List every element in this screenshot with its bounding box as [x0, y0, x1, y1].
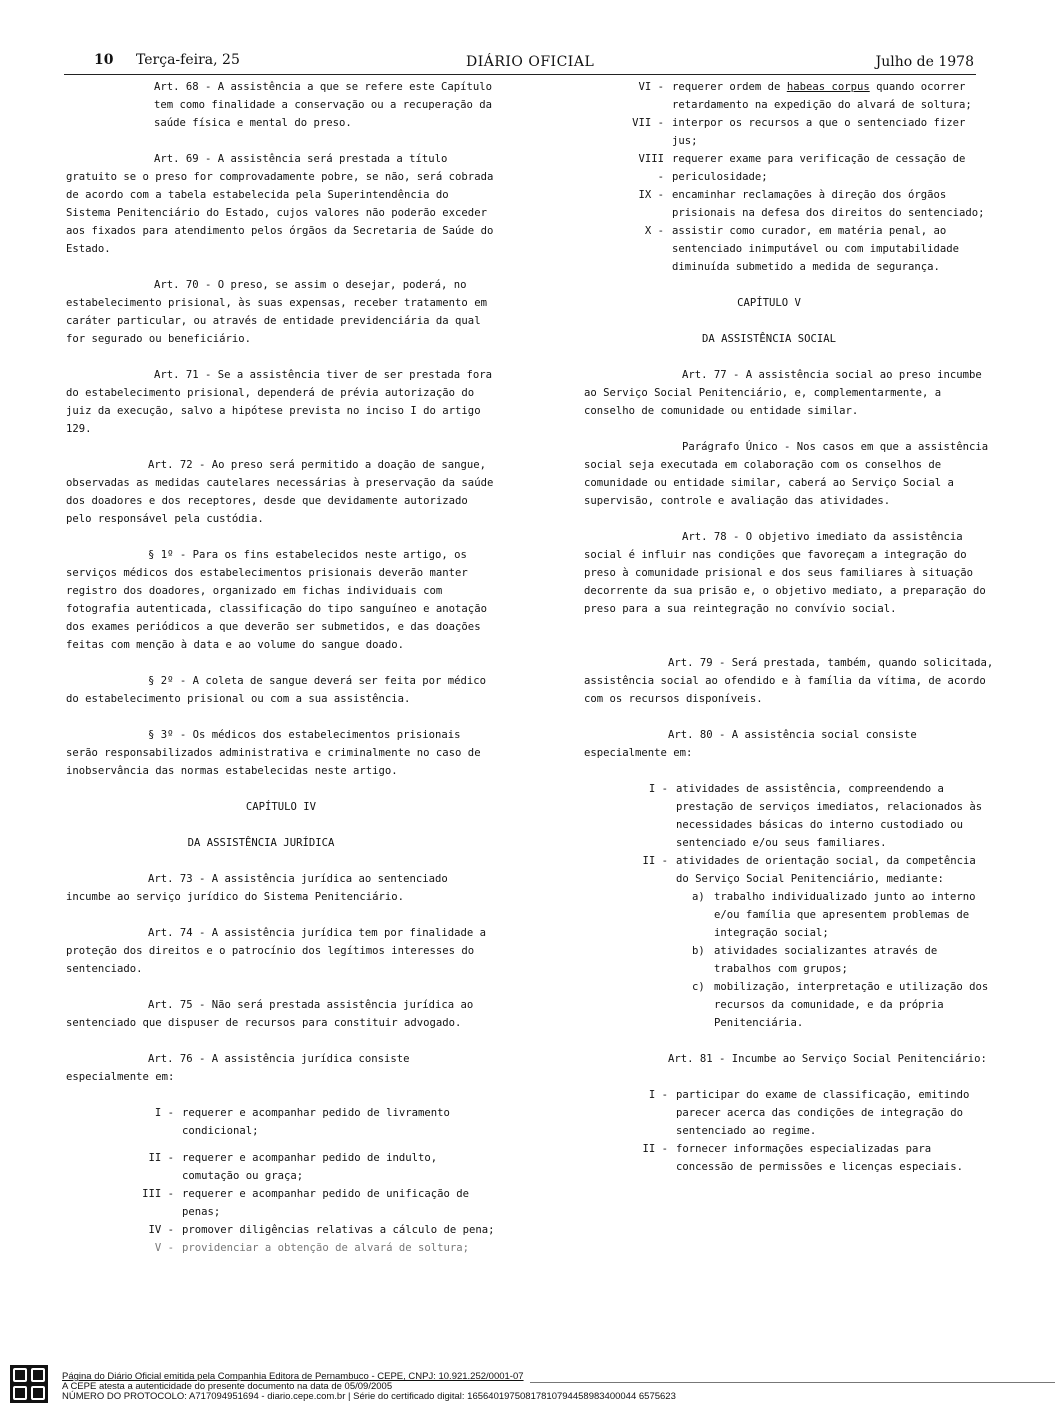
item-number: II - — [642, 1143, 668, 1155]
art-81: Art. 81 - Incumbe ao Serviço Social Penitenciário: — [668, 1053, 987, 1065]
art-80-subitems — [584, 888, 994, 1032]
art-76-items — [66, 1104, 496, 1257]
art-78: Art. 78 - O objetivo imediato da assistência social é influir nas condições que favoreçam a integração do preso à comunidade prisional e dos seus familiares à situação decorrente da sua prisão e, o objetivo mediato, a preparação do preso para a sua reintegração no convívio social. — [584, 531, 993, 615]
item-text: participar do exame de classificação, emitindo parecer acerca das condições de integração do sentenciado ao regime. — [676, 1089, 970, 1137]
paragraph-3: § 3º - Os médicos dos estabelecimentos prisionais serão responsabilizados administrativa e criminalmente no caso de inobservância das normas estabelecidas neste artigo. — [66, 729, 487, 777]
item-number: X - — [644, 225, 664, 237]
sub-item — [584, 888, 994, 942]
item-number: I - — [648, 783, 668, 795]
page-footer — [0, 1362, 1063, 1405]
item-text: requerer exame para verificação de cessação de periculosidade; — [672, 153, 966, 183]
item-text — [672, 78, 994, 114]
publication-title: DIÁRIO OFICIAL — [466, 54, 595, 70]
left-column — [66, 78, 500, 1257]
sub-item-text: mobilização, interpretação e utilização dos recursos da comunidade, e da própria Penitenciária. — [714, 981, 989, 1029]
footer-text — [62, 1372, 676, 1402]
item-text: promover diligências relativas a cálculo de pena; — [182, 1224, 495, 1236]
list-item — [136, 1185, 496, 1221]
item-text: assistir como curador, em matéria penal, ao sentenciado inimputável ou com imputabilidade diminuída submetido a medida de segurança. — [672, 225, 960, 273]
item-text-underlined: habeas corpus — [786, 81, 870, 93]
sub-item — [584, 978, 994, 1032]
publication-day: Terça-feira, 25 — [136, 52, 240, 68]
art-72: Art. 72 - Ao preso será permitido a doação de sangue, observadas as medidas cautelares necessárias à preservação da saúde dos doadores e dos receptores, desde que devidamente autorizado pelo responsável pela custódia. — [66, 459, 500, 525]
item-number: IX - — [638, 189, 664, 201]
publication-date: Julho de 1978 — [875, 54, 974, 70]
item-text: requerer e acompanhar pedido de unificação de penas; — [182, 1188, 470, 1218]
page-number: 10 — [94, 52, 114, 68]
art-71: Art. 71 - Se a assistência tiver de ser prestada fora do estabelecimento prisional, dependerá de prévia autorização do juiz da execução, salvo a hipótese prevista no inciso I do artigo 129. — [66, 369, 499, 435]
art-80-items — [630, 780, 994, 888]
paragrafo-unico: Parágrafo Único - Nos casos em que a assistência social seja executada em colaboração com os conselhos de comunidade ou entidade similar, caberá ao Serviço Social a supervisão, controle e avaliação das atividades. — [584, 441, 995, 507]
item-number: VIII - — [638, 153, 664, 183]
sub-item-text: atividades socializantes através de trabalhos com grupos; — [714, 945, 938, 975]
footer-line-3: NÚMERO DO PROTOCOLO: A717094951694 - diario.cepe.com.br | Série do certificado digital: 16564019750817810794458983400044 6575623 — [62, 1391, 676, 1402]
list-item — [626, 222, 994, 276]
footer-divider — [530, 1382, 1055, 1383]
item-text: requerer e acompanhar pedido de indulto, comutação ou graça; — [182, 1152, 438, 1182]
art-74: Art. 74 - A assistência jurídica tem por finalidade a proteção dos direitos e o patrocínio dos legítimos interesses do sentenciado. — [66, 927, 493, 975]
paragraph-2: § 2º - A coleta de sangue deverá ser feita por médico do estabelecimento prisional ou com a sua assistência. — [66, 675, 493, 705]
art-69: Art. 69 - A assistência será prestada a título gratuito se o preso for comprovadamente pobre, se não, será cobrada de acordo com a tabela estabelecida pela Superintendência do Sistema Penitenciário do Estado, cujos valores não poderão exceder aos fixados para atendimento pelos órgãos da Secretaria de Saúde do Estado. — [66, 153, 500, 255]
art-77: Art. 77 - A assistência social ao preso incumbe ao Serviço Social Penitenciário, e, complementarmente, a conselho de comunidade ou entidade similar. — [584, 369, 989, 417]
sub-item-letter: c) — [692, 981, 705, 993]
art-70: Art. 70 - O preso, se assim o desejar, poderá, no estabelecimento prisional, às suas expensas, receber tratamento em caráter particular, ou através de entidade previdenciária da qual for segurado ou beneficiário. — [66, 279, 494, 345]
sub-item — [584, 942, 994, 978]
chapter-v-title: DA ASSISTÊNCIA SOCIAL — [702, 333, 836, 345]
art-68: Art. 68 - A assistência a que se refere este Capítulo tem como finalidade a conservação ou a recuperação da saúde física e mental do preso. — [154, 81, 499, 129]
cepe-logo-icon — [10, 1365, 48, 1403]
item-text-part: requerer ordem de — [672, 81, 787, 93]
footer-line-2: A CEPE atesta a autenticidade do presente documento na data de 05/09/2005 — [62, 1381, 393, 1392]
item-number: IV - — [148, 1224, 174, 1236]
item-text: requerer e acompanhar pedido de livramento condicional; — [182, 1107, 450, 1137]
art-75: Art. 75 - Não será prestada assistência jurídica ao sentenciado que dispuser de recursos para constituir advogado. — [66, 999, 480, 1029]
list-item — [136, 1221, 496, 1239]
list-item — [626, 78, 994, 114]
chapter-v: CAPÍTULO V — [737, 297, 801, 309]
item-text: encaminhar reclamações à direção dos órgãos prisionais na defesa dos direitos do sentenciado; — [672, 189, 985, 219]
item-text: fornecer informações especializadas para concessão de permissões e licenças especiais. — [676, 1143, 964, 1173]
list-item — [626, 186, 994, 222]
chapter-iv-title: DA ASSISTÊNCIA JURÍDICA — [187, 837, 335, 849]
sub-item-letter: b) — [692, 945, 705, 957]
item-number: V - — [154, 1242, 174, 1254]
art-80: Art. 80 - A assistência social consiste especialmente em: — [584, 729, 924, 759]
list-item — [626, 114, 994, 150]
page-header — [64, 52, 976, 74]
item-text: providenciar a obtenção de alvará de soltura; — [182, 1242, 470, 1254]
item-text: interpor os recursos a que o sentenciado fizer jus; — [672, 117, 966, 147]
list-item — [136, 1239, 496, 1257]
list-item — [630, 1140, 994, 1176]
list-item — [626, 150, 994, 186]
item-text-part: quando ocorrer retardamento na expedição do alvará de soltura; — [672, 81, 972, 111]
list-item — [630, 1086, 994, 1140]
chapter-iv: CAPÍTULO IV — [245, 801, 317, 813]
header-rule — [64, 74, 976, 75]
item-number: III - — [142, 1188, 174, 1200]
item-number: I - — [648, 1089, 668, 1101]
item-text: atividades de assistência, compreendendo a prestação de serviços imediatos, relacionados às necessidades básicas do interno custodiado ou sentenciado e/ou seus familiares. — [676, 783, 983, 849]
right-column — [584, 78, 1000, 1176]
sub-item-letter: a) — [692, 891, 705, 903]
art-79: Art. 79 - Será prestada, também, quando solicitada, assistência social ao ofendido e à família da vítima, de acordo com os recursos disponíveis. — [584, 657, 1000, 705]
list-item — [630, 852, 994, 888]
footer-line-1[interactable]: Página do Diário Oficial emitida pela Companhia Editora de Pernambuco - CEPE, CNPJ: 10.921.252/0001-07 — [62, 1371, 524, 1382]
paragraph-1: § 1º - Para os fins estabelecidos neste artigo, os serviços médicos dos estabelecimentos prisionais deverão manter registro dos doadores, organizado em fichas individuais com fotografia autenticada, classificação do tipo sanguíneo e anotação dos exames periódicos a que deverão ser submetidos, e das doações feitas com menção à data e ao volume do sangue doado. — [66, 549, 494, 651]
item-number: II - — [148, 1152, 174, 1164]
list-item — [136, 1149, 496, 1185]
item-number: VI - — [638, 81, 664, 93]
item-number: VII - — [632, 117, 664, 129]
list-item — [136, 1104, 496, 1140]
sub-item-text: trabalho individualizado junto ao interno e/ou família que apresentem problemas de integração social; — [714, 891, 976, 939]
art-81-items — [630, 1086, 994, 1176]
list-item — [630, 780, 994, 852]
art-73: Art. 73 - A assistência jurídica ao sentenciado incumbe ao serviço jurídico do Sistema Penitenciário. — [66, 873, 455, 903]
item-number: II - — [642, 855, 668, 867]
art-76: Art. 76 - A assistência jurídica consiste especialmente em: — [66, 1053, 416, 1083]
item-text: atividades de orientação social, da competência do Serviço Social Penitenciário, mediante: — [676, 855, 976, 885]
item-number: I - — [154, 1107, 174, 1119]
art-76-items-continued — [626, 78, 994, 276]
